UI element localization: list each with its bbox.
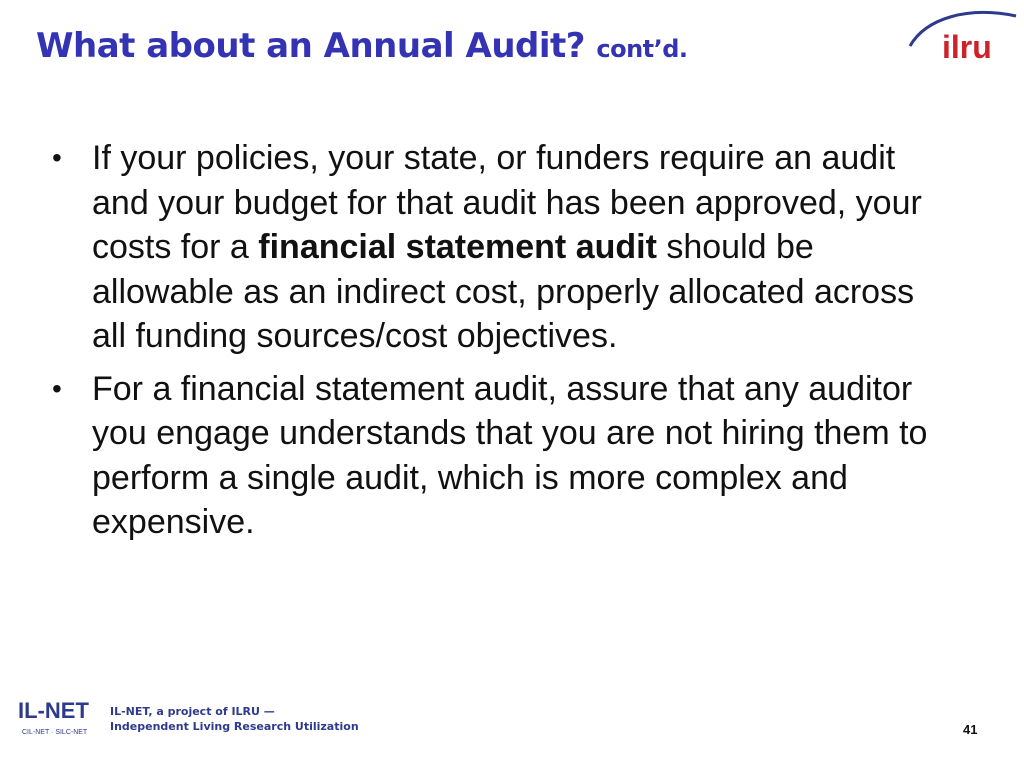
bullet-dot: • bbox=[52, 372, 62, 404]
bullet-1-text-start: If your policies, your state, or funders require an audit and your budget for that audit has been approved, your costs for a bbox=[92, 139, 922, 266]
il-net-logo bbox=[18, 694, 102, 742]
footer-caption bbox=[110, 704, 359, 734]
bullet-2-text: For a financial statement audit, assure that any auditor you engage understands that you are not hiring them to perform a single audit, which is more complex and expensive. bbox=[92, 369, 928, 541]
bullet-item bbox=[52, 367, 952, 545]
ilru-logo bbox=[906, 4, 1018, 68]
bullet-item bbox=[52, 136, 952, 359]
page-number: 41 bbox=[963, 722, 978, 737]
bullet-dot: • bbox=[52, 142, 62, 173]
footer-line-1: IL-NET, a project of ILRU — bbox=[110, 705, 275, 718]
il-net-logo-subtext: CIL-NET · SILC-NET bbox=[22, 729, 88, 736]
footer-line-2: Independent Living Research Utilization bbox=[110, 720, 359, 733]
bullet-list bbox=[52, 136, 952, 553]
title-suffix: cont’d. bbox=[596, 35, 688, 63]
title-main: What about an Annual Audit? bbox=[36, 26, 586, 66]
ilru-logo-text: ilru bbox=[942, 29, 992, 65]
slide-title bbox=[36, 26, 688, 66]
bullet-1-text-end: should be allowable as an indirect cost, properly allocated across all funding sources/cost objectives. bbox=[92, 228, 915, 355]
bullet-1-bold: financial statement audit bbox=[258, 228, 657, 266]
il-net-logo-text: IL-NET bbox=[18, 698, 89, 723]
